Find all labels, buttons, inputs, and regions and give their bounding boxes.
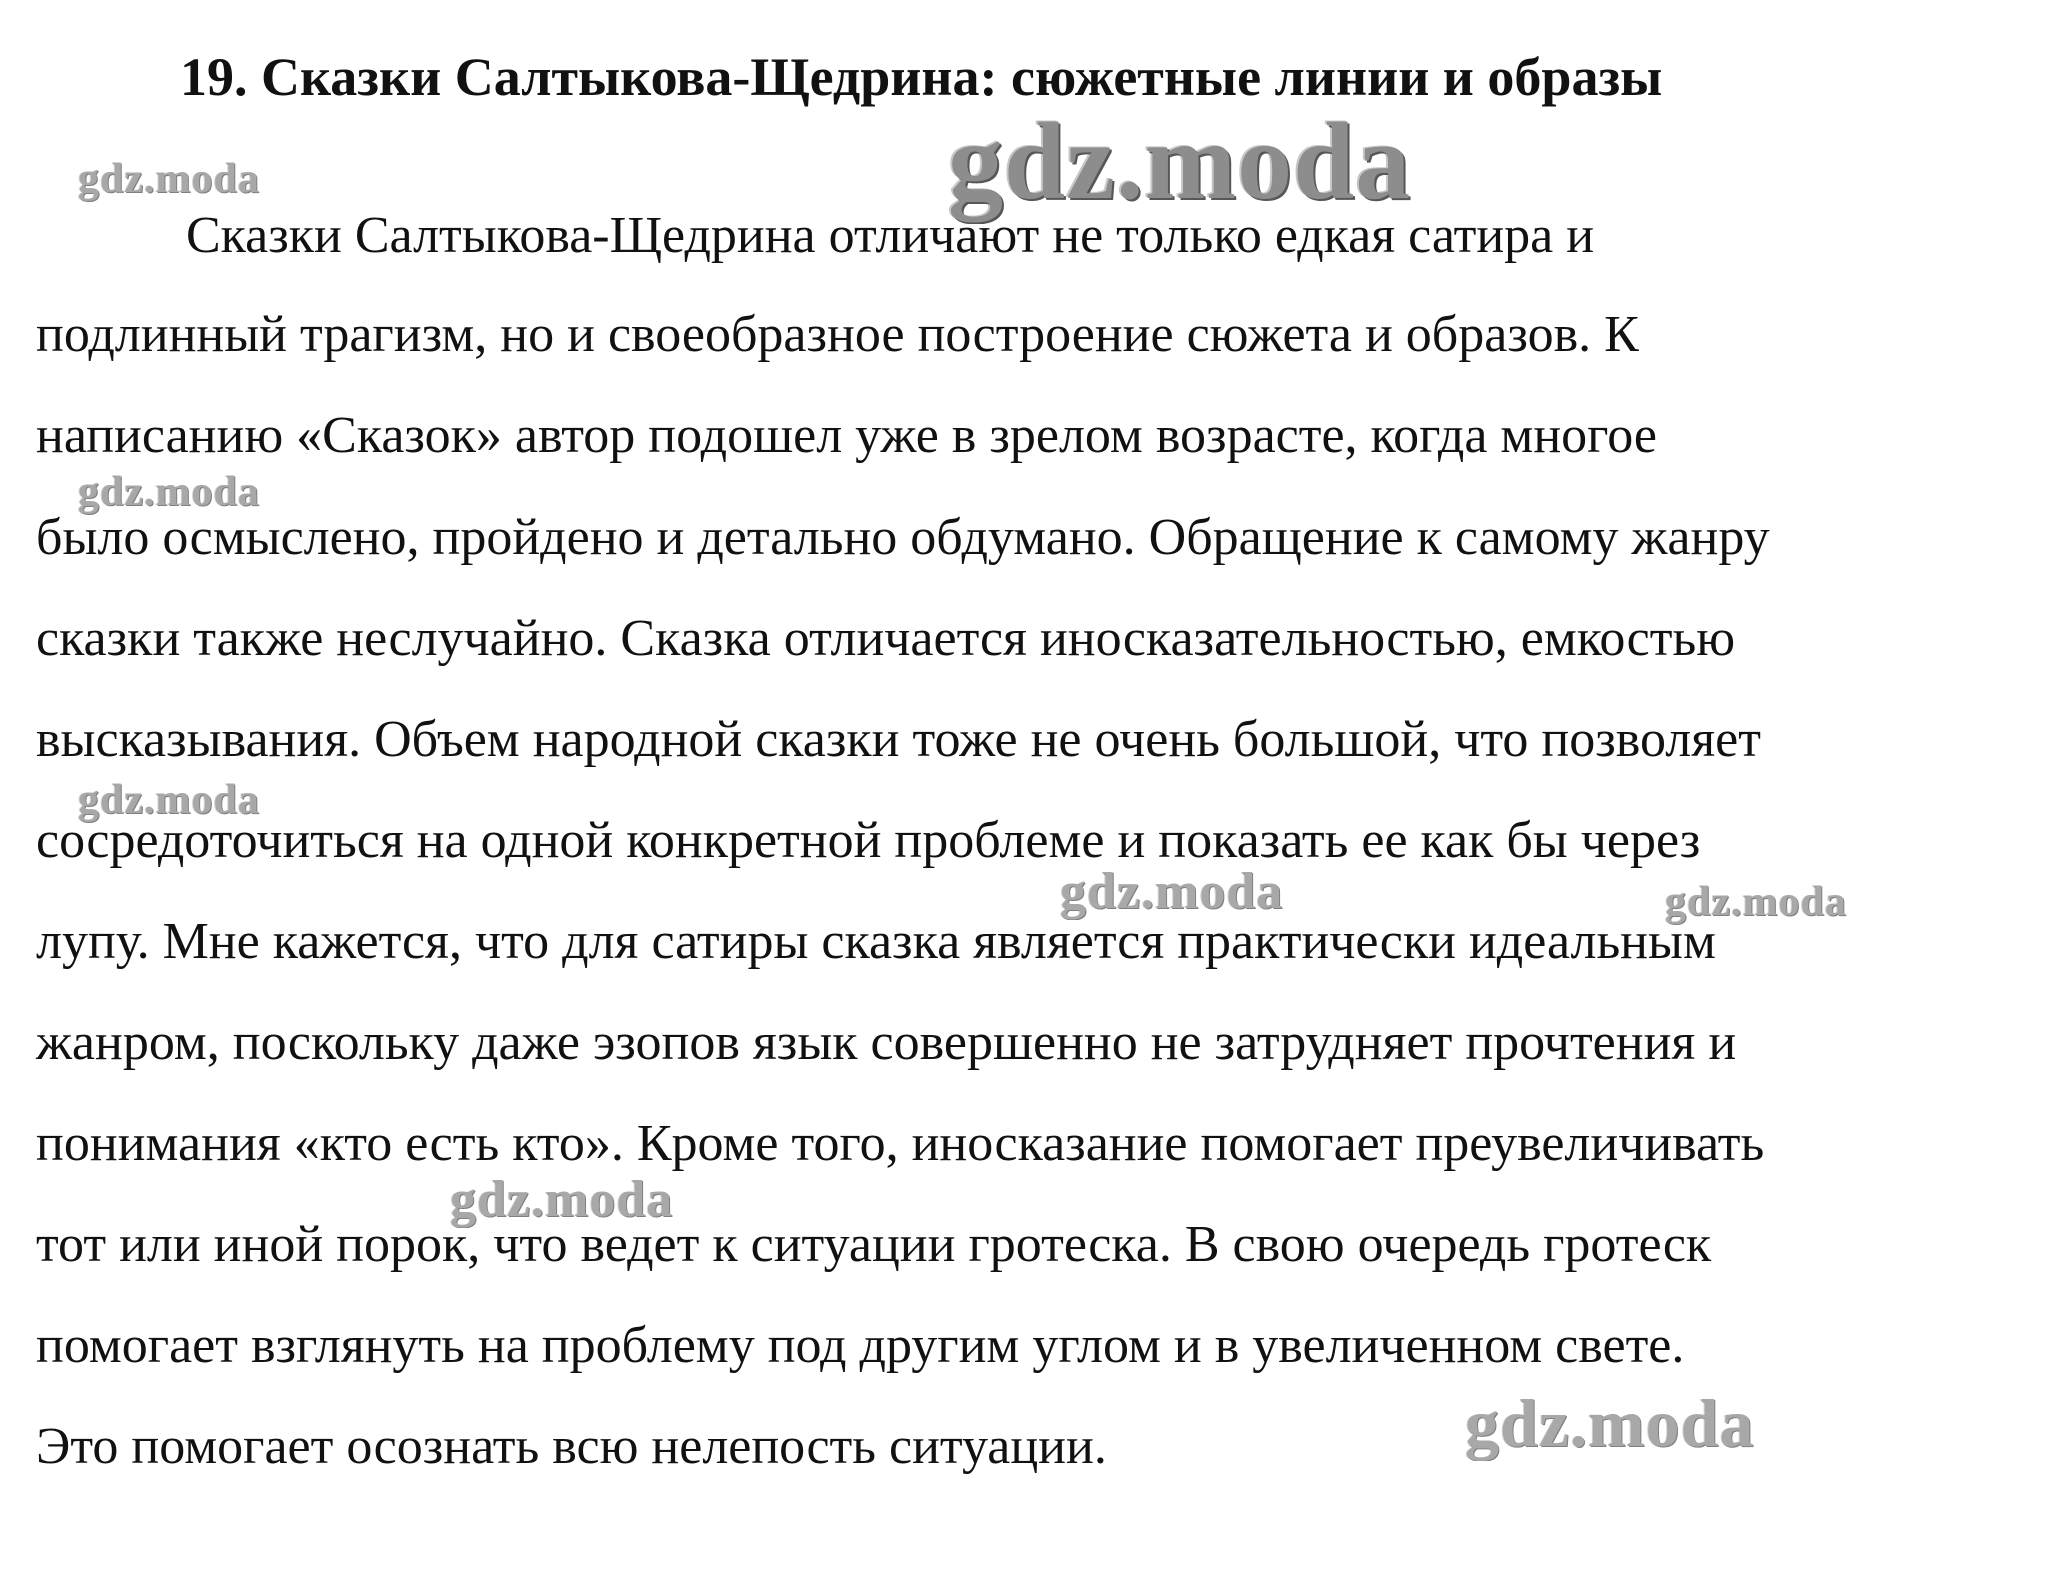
paragraph-line-7: сосредоточиться на одной конкретной проблеме и показать ее как бы через: [36, 812, 1701, 869]
paragraph-line-12: помогает взглянуть на проблему под другим углом и в увеличенном свете.: [36, 1317, 1685, 1374]
watermark-logo: gdz.moda: [78, 469, 260, 515]
watermark-logo: gdz.moda: [948, 100, 1412, 222]
paragraph-line-3: написанию «Сказок» автор подошел уже в зрелом возрасте, когда многое: [36, 407, 1657, 464]
watermark-logo: gdz.moda: [1060, 863, 1284, 920]
paragraph-line-10: понимания «кто есть кто». Кроме того, иносказание помогает преувеличивать: [36, 1115, 1765, 1172]
paragraph-line-6: высказывания. Объем народной сказки тоже не очень большой, что позволяет: [36, 711, 1761, 768]
paragraph-line-1: Сказки Салтыкова-Щедрина отличают не только едкая сатира и: [186, 207, 1595, 264]
paragraph-line-11: тот или иной порок, что ведет к ситуации гротеска. В свою очередь гротеск: [36, 1216, 1712, 1273]
paragraph-line-8: лупу. Мне кажется, что для сатиры сказка является практически идеальным: [36, 913, 1716, 970]
watermark-logo: gdz.moda: [1665, 879, 1847, 925]
paragraph-line-9: жанром, поскольку даже эзопов язык совершенно не затрудняет прочтения и: [36, 1014, 1737, 1071]
paragraph-line-13: Это помогает осознать всю нелепость ситуации.: [36, 1418, 1107, 1475]
paragraph-line-5: сказки также неслучайно. Сказка отличается иносказательностью, емкостью: [36, 610, 1736, 667]
watermark-logo: gdz.moda: [450, 1171, 674, 1228]
watermark-logo: gdz.moda: [78, 777, 260, 823]
watermark-logo: gdz.moda: [78, 156, 260, 202]
watermark-logo: gdz.moda: [1465, 1385, 1755, 1461]
paragraph-line-4: было осмыслено, пройдено и детально обдумано. Обращение к самому жанру: [36, 509, 1770, 566]
paragraph-line-2: подлинный трагизм, но и своеобразное построение сюжета и образов. К: [36, 306, 1639, 363]
document-title: 19. Сказки Салтыкова-Щедрина: сюжетные линии и образы: [180, 47, 1663, 107]
